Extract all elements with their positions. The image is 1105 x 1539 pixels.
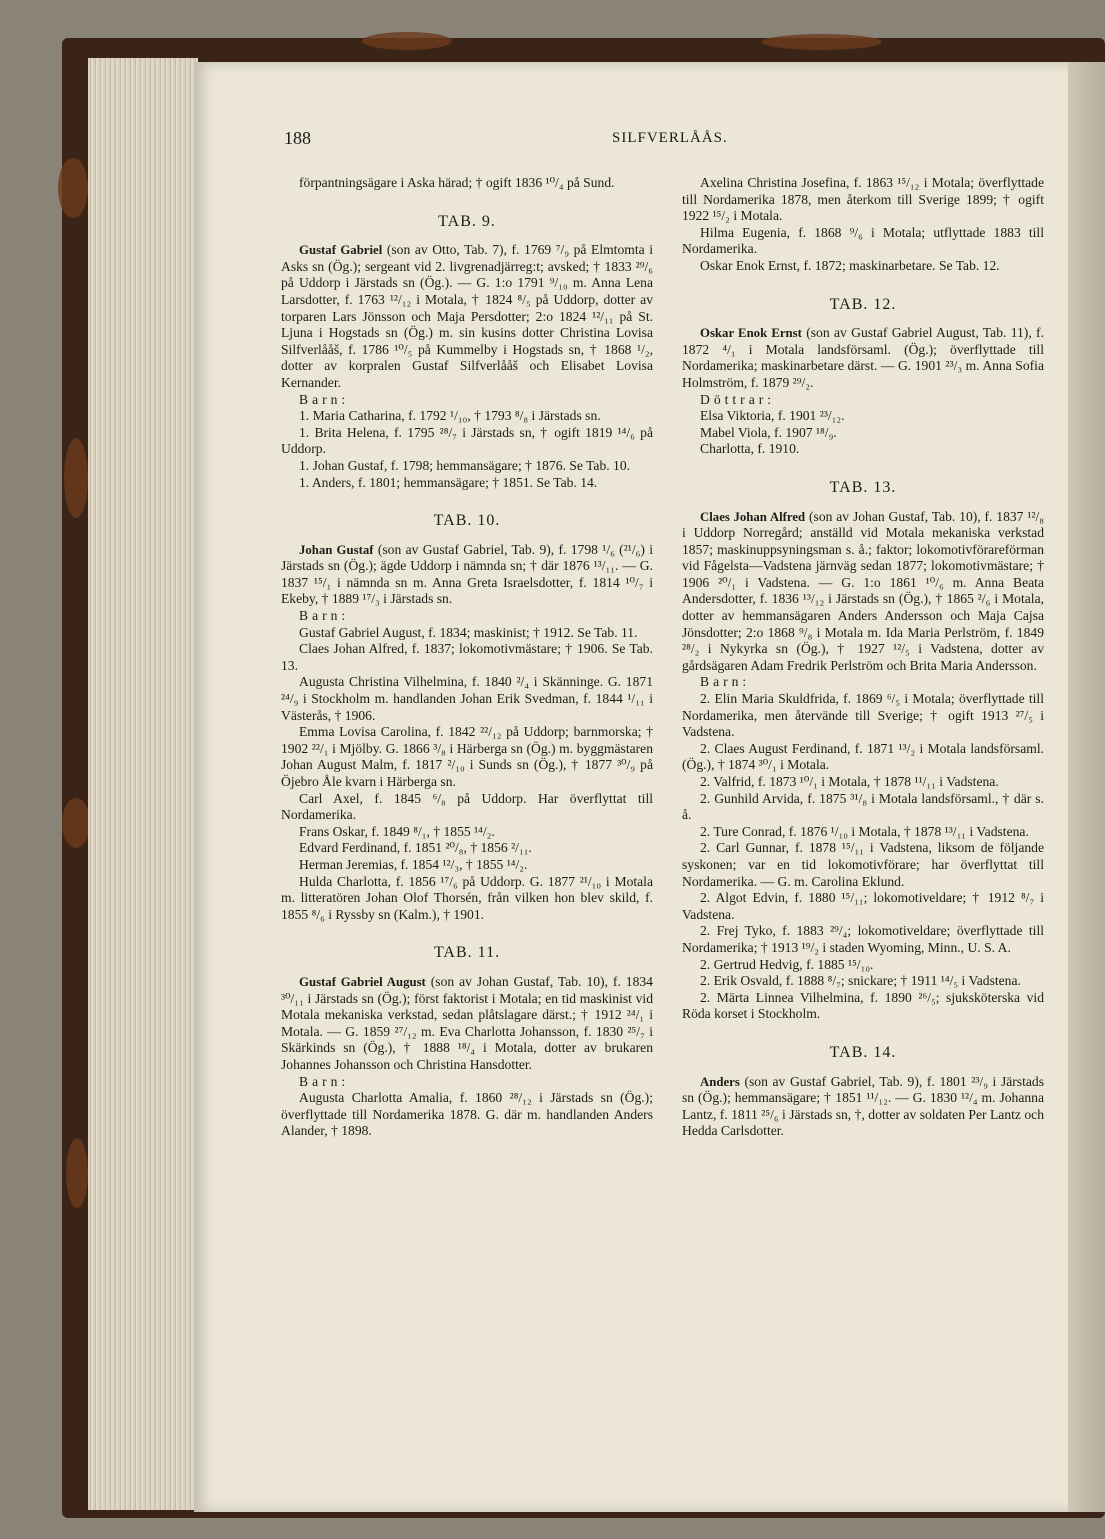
children-label: Barn: bbox=[299, 608, 350, 624]
person-name: Claes Johan Alfred bbox=[700, 509, 806, 524]
entry-paragraph: Hilma Eugenia, f. 1868 ⁹/₆ i Motala; utflyttade 1883 till Nordamerika. bbox=[682, 224, 1044, 257]
entry-paragraph: Charlotta, f. 1910. bbox=[700, 441, 800, 457]
table-heading: TAB. 14. bbox=[829, 1043, 897, 1061]
right-column bbox=[682, 175, 1044, 1140]
entry-paragraph: 2. Märta Linnea Vilhelmina, f. 1890 ²⁶/₅; sjuksköterska vid Röda korset i Stockholm. bbox=[682, 989, 1044, 1022]
person-name: Johan Gustaf bbox=[299, 542, 374, 557]
running-title: SILFVERLÅÅS. bbox=[612, 130, 728, 146]
person-name: Oskar Enok Ernst bbox=[700, 326, 802, 341]
page-edges bbox=[88, 58, 198, 1510]
children-label: Döttrar: bbox=[700, 391, 776, 407]
entry-paragraph: 1. Anders, f. 1801; hemmansägare; † 1851. Se Tab. 14. bbox=[299, 474, 598, 490]
entry-paragraph: 2. Claes August Ferdinand, f. 1871 ¹³/₂ i Motala landsförsaml. (Ög.), † 1874 ³⁰/₁ i Motala. bbox=[682, 740, 1044, 773]
entry-paragraph: 2. Carl Gunnar, f. 1878 ¹⁵/₁₁ i Vadstena, liksom de följande syskonen; var en tid lokomotivförare; har överflyttat till Nordamerika. — G. m. Carolina Eklund. bbox=[682, 840, 1044, 889]
entry-paragraph: 2. Ture Conrad, f. 1876 ¹/₁₀ i Motala, † 1878 ¹³/₁₁ i Vadstena. bbox=[700, 823, 1029, 839]
entry-paragraph: 2. Gunhild Arvida, f. 1875 ³¹/₈ i Motala landsförsaml., † där s. å. bbox=[682, 790, 1044, 823]
left-column bbox=[281, 175, 653, 1140]
entry-paragraph: Frans Oskar, f. 1849 ⁸/₁, † 1855 ¹⁴/₂. bbox=[299, 823, 495, 839]
table-heading: TAB. 12. bbox=[829, 295, 897, 313]
entry-paragraph: Anders (son av Gustaf Gabriel, Tab. 9), f. 1801 ²³/₉ i Järstads sn (Ög.); hemmansägare; † 1851 ¹¹/₁₂. — G. 1830 ¹²/₄ m. Johanna Lantz, f. 1811 ²⁵/₆ i Järstads sn, †, dotter av soldaten Per Lantz och Hedda Carlsdotter. bbox=[682, 1073, 1044, 1139]
entry-paragraph: Augusta Charlotta Amalia, f. 1860 ²⁸/₁₂ i Järstads sn (Ög.); överflyttade till Nordamerika 1878. G. där m. handlanden Anders Alander, † 1898. bbox=[281, 1090, 653, 1139]
entry-paragraph: 2. Frej Tyko, f. 1883 ²⁹/₄; lokomotiveldare; överflyttade till Nordamerika; † 1913 ¹⁹/₂ i staden Wyoming, Minn., U. S. A. bbox=[682, 923, 1044, 955]
person-name: Anders bbox=[700, 1074, 740, 1089]
entry-paragraph: 2. Erik Osvald, f. 1888 ⁸/₇; snickare; † 1911 ¹⁴/₅ i Vadstena. bbox=[700, 973, 1021, 989]
entry-paragraph: Augusta Christina Vilhelmina, f. 1840 ²/₄ i Skänninge. G. 1871 ²⁴/₉ i Stockholm m. handlanden Johan Erik Svedman, f. 1844 ¹/₁₁ i Västerås, † 1906. bbox=[281, 674, 653, 723]
entry-paragraph: Claes Johan Alfred (son av Johan Gustaf, Tab. 10), f. 1837 ¹²/₈ i Uddorp Norregård; anställd vid Motala mekaniska verkstad 1857; maskinuppsyningsman s. å.; faktor; lokomotivförareförman vid Fågelsta—Vadstena järnväg sedan 1877; lokomotivmästare; † 1906 ²⁰/₁ i Vadstena. — G. 1:o 1861 ¹⁰/₆ m. Anna Beata Andersdotter, f. 1836 ¹³/₁₂ i Järstads sn (Ög.), † 1865 ²/₆ i Motala, dotter av hemmansägaren Anders Andersson och Maja Cajsa Jönsdotter; 2:o 1868 ⁹/₈ i Motala m. Ida Maria Perlström, f. 1849 ²⁸/₂ i Nykyrka sn (Ög.), † 1927 ¹²/₅ i Vadstena, dotter av gårdsägaren Adam Fredrik Perlström och Brita Maria Andersson. bbox=[682, 508, 1044, 673]
entry-paragraph: Claes Johan Alfred, f. 1837; lokomotivmästare; † 1906. Se Tab. 13. bbox=[281, 641, 653, 673]
entry-paragraph: Oskar Enok Ernst (son av Gustaf Gabriel August, Tab. 11), f. 1872 ⁴/₁ i Motala landsförsaml. (Ög.); överflyttade till Nordamerika; maskinarbetare därst. — G. 1901 ²³/₃ m. Anna Sofia Holmström, f. 1879 ²⁹/₂. bbox=[682, 325, 1044, 390]
entry-paragraph: Carl Axel, f. 1845 ⁶/₈ på Uddorp. Har överflyttat till Nordamerika. bbox=[281, 790, 653, 823]
entry-paragraph: Elsa Viktoria, f. 1901 ²³/₁₂. bbox=[700, 408, 845, 424]
entry-paragraph: 2. Gertrud Hedvig, f. 1885 ¹⁵/₁₀. bbox=[700, 956, 874, 972]
entry-paragraph: Herman Jeremias, f. 1854 ¹²/₃, † 1855 ¹⁴/₂. bbox=[299, 856, 528, 872]
entry-paragraph: Hulda Charlotta, f. 1856 ¹⁷/₆ på Uddorp. G. 1877 ²¹/₁₀ i Motala m. litteratören Johan Olof Thorsén, från vilken hon blev skild, f. 1855 ⁸/₆ i Ryssby sn (Kalm.), † 1901. bbox=[281, 873, 653, 922]
entry-paragraph: Gustaf Gabriel August (son av Johan Gustaf, Tab. 10), f. 1834 ³⁰/₁₁ i Järstads sn (Ög.); först faktorist i Motala; en tid maskinist vid Motala mekaniska verkstad, sedan plåtslagare därst.; † 1912 ²⁴/₁ i Motala. — G. 1859 ²⁷/₁₂ m. Eva Charlotta Johansson, f. 1830 ²⁵/₇ i Skärkinds sn (Ög.), † 1888 ¹⁸/₄ i Motala, dotter av brukaren Johannes Johansson och Christina Hansdotter. bbox=[281, 973, 653, 1072]
children-label: Barn: bbox=[299, 391, 350, 407]
entry-paragraph: Gustaf Gabriel (son av Otto, Tab. 7), f. 1769 ⁷/₉ på Elmtomta i Asks sn (Ög.); sergeant vid 2. livgrenadjärreg:t; avsked; † 1833 ²⁹/₆ på Uddorp i Järstads sn (Ög.). — G. 1:o 1791 ⁹/₁₀ m. Anna Lena Larsdotter, f. 1763 ¹²/₁₂ i Motala, † 1824 ⁸/₅ på Uddorp, dotter av torparen Lars Jönsson och Maja Persdotter; 2:o 1824 ¹²/₁₁ på St. Ljuna i Hogstads sn (Ög.) m. sin kusins dotter Christina Lovisa Silfverlååš, f. 1786 ¹⁰/₅ på Kummelby i Hogstads sn, † 1868 ¹/₂, dotter av korpralen Gustaf Silfverlååš och Elisabet Lovisa Kernander. bbox=[281, 242, 653, 390]
facing-page-edge bbox=[1068, 62, 1105, 1512]
entry-paragraph: 2. Elin Maria Skuldfrida, f. 1869 ⁶/₅ i Motala; överflyttade till Nordamerika, men återvände till Sverige; † ogift 1913 ²⁷/₅ i Vadstena. bbox=[682, 691, 1044, 740]
table-heading: TAB. 9. bbox=[438, 212, 496, 230]
entry-paragraph: Edvard Ferdinand, f. 1851 ²⁰/₈, † 1856 ²/₁₁. bbox=[299, 840, 532, 856]
entry-paragraph: 1. Maria Catharina, f. 1792 ¹/₁₀, † 1793 ⁸/₈ i Järstads sn. bbox=[299, 408, 601, 424]
table-heading: TAB. 10. bbox=[433, 512, 501, 530]
person-name: Gustaf Gabriel bbox=[299, 243, 383, 258]
entry-paragraph: Johan Gustaf (son av Gustaf Gabriel, Tab. 9), f. 1798 ¹/₆ (²¹/₆) i Järstads sn (Ög.); ägde Uddorp i nämnda sn; † där 1876 ¹³/₁₁. — G. 1837 ¹⁵/₁ i nämnda sn m. Anna Greta Israelsdotter, f. 1814 ¹⁰/₇ i Ekeby, † 1889 ¹⁷/₃ i Järstads sn. bbox=[281, 541, 653, 607]
entry-paragraph: 2. Valfrid, f. 1873 ¹⁰/₁ i Motala, † 1878 ¹¹/₁₁ i Vadstena. bbox=[700, 774, 999, 789]
entry-paragraph: Gustaf Gabriel August, f. 1834; maskinist; † 1912. Se Tab. 11. bbox=[299, 624, 638, 640]
children-label: Barn: bbox=[299, 1073, 350, 1089]
children-label: Barn: bbox=[700, 674, 751, 690]
entry-paragraph: Mabel Viola, f. 1907 ¹⁸/₉. bbox=[700, 424, 837, 440]
page-number: 188 bbox=[284, 128, 311, 148]
entry-paragraph: 1. Brita Helena, f. 1795 ²⁸/₇ i Järstads sn, † ogift 1819 ¹⁴/₆ på Uddorp. bbox=[281, 424, 653, 457]
entry-paragraph: 2. Algot Edvin, f. 1880 ¹⁵/₁₁; lokomotiveldare; † 1912 ⁸/₇ i Vadstena. bbox=[682, 890, 1044, 922]
entry-paragraph: 1. Johan Gustaf, f. 1798; hemmansägare; † 1876. Se Tab. 10. bbox=[299, 457, 631, 473]
entry-paragraph: förpantningsägare i Aska härad; † ogift 1836 ¹⁰/₄ på Sund. bbox=[299, 175, 615, 190]
entry-paragraph: Emma Lovisa Carolina, f. 1842 ²²/₁₂ på Uddorp; barnmorska; † 1902 ²²/₁ i Mjölby. G. 1866 ³/₈ i Härberga sn (Ög.) m. byggmästaren Johan August Malm, f. 1817 ²/₁₀ i Sunds sn (Ög.), † 1877 ³⁰/₉ på Öjebro Åle kvarn i Härberga sn. bbox=[281, 724, 653, 789]
table-heading: TAB. 11. bbox=[433, 944, 501, 962]
person-name: Gustaf Gabriel August bbox=[299, 974, 426, 989]
entry-paragraph: Oskar Enok Ernst, f. 1872; maskinarbetare. Se Tab. 12. bbox=[700, 257, 1000, 273]
table-heading: TAB. 13. bbox=[829, 478, 897, 496]
entry-paragraph: Axelina Christina Josefina, f. 1863 ¹⁵/₁₂ i Motala; överflyttade till Nordamerika 1878, men återkom till Sverige 1899; † ogift 1922 ¹⁵/₂ i Motala. bbox=[682, 175, 1044, 224]
